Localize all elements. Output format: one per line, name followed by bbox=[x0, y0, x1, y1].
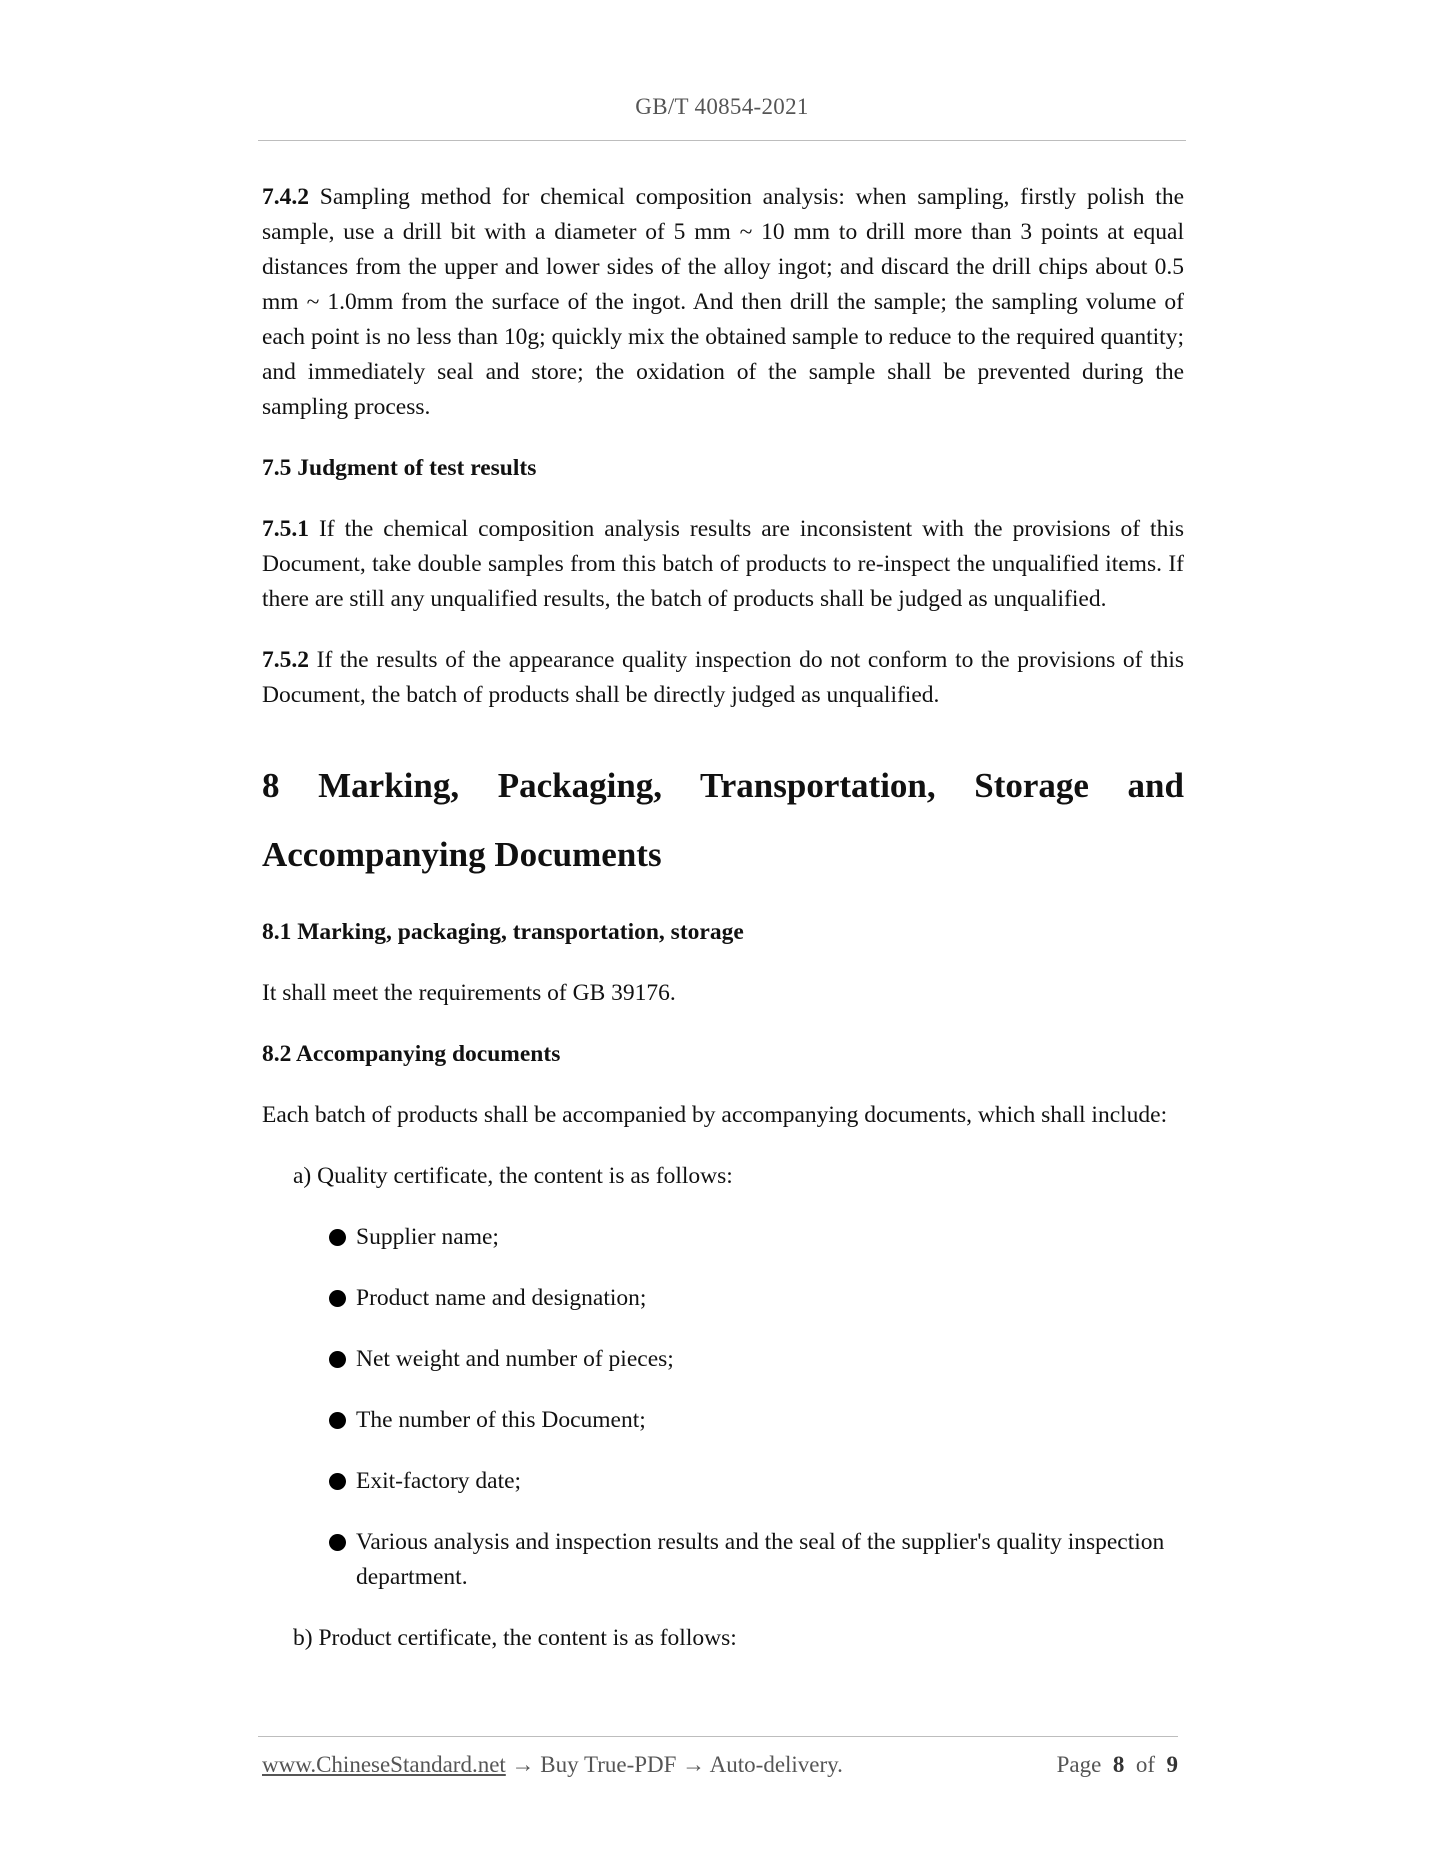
list-item: Various analysis and inspection results and the seal of the supplier's quality inspection department. bbox=[356, 1525, 1184, 1595]
website-link[interactable]: www.ChineseStandard.net bbox=[262, 1752, 506, 1777]
heading-section-8-line1: 8 Marking, Packaging, Transportation, Storage and bbox=[262, 766, 1184, 805]
footer-tagline: → Buy True-PDF → Auto-delivery. bbox=[505, 1752, 843, 1777]
bullet-icon bbox=[329, 1534, 346, 1551]
clause-number: 7.5.2 bbox=[262, 647, 309, 673]
bullet-icon bbox=[329, 1473, 346, 1490]
list-item: The number of this Document; bbox=[356, 1403, 1184, 1438]
bullet-icon bbox=[329, 1229, 346, 1246]
document-header-code: GB/T 40854-2021 bbox=[635, 94, 809, 119]
clause-text: If the results of the appearance quality inspection do not conform to the provisions of this Document, the batch of products shall be directly judged as unqualified. bbox=[262, 647, 1184, 708]
heading-section-8 bbox=[262, 751, 1184, 889]
footer-divider bbox=[258, 1736, 1178, 1737]
bullet-icon bbox=[329, 1351, 346, 1368]
clause-number: 7.4.2 bbox=[262, 184, 309, 210]
list-item: Product name and designation; bbox=[356, 1281, 1184, 1316]
list-item: Supplier name; bbox=[356, 1220, 1184, 1255]
list-item-a: a) Quality certificate, the content is as follows: bbox=[293, 1163, 733, 1189]
footer-left bbox=[262, 1752, 843, 1778]
clause-7-5-2 bbox=[262, 643, 1184, 713]
clause-7-5-1 bbox=[262, 512, 1184, 617]
heading-8-2: 8.2 Accompanying documents bbox=[262, 1041, 561, 1067]
list-item-b: b) Product certificate, the content is as follows: bbox=[293, 1625, 737, 1651]
heading-section-8-line2: Accompanying Documents bbox=[262, 835, 662, 874]
list-item: Exit-factory date; bbox=[356, 1464, 1184, 1499]
bullet-icon bbox=[329, 1412, 346, 1429]
clause-number: 7.5.1 bbox=[262, 516, 309, 542]
paragraph-8-2: Each batch of products shall be accompanied by accompanying documents, which shall include: bbox=[262, 1102, 1168, 1128]
clause-7-4-2 bbox=[262, 180, 1184, 425]
bullet-list bbox=[262, 1220, 1184, 1595]
bullet-icon bbox=[329, 1290, 346, 1307]
heading-7-5: 7.5 Judgment of test results bbox=[262, 455, 537, 481]
header-divider bbox=[258, 140, 1186, 141]
clause-text: Sampling method for chemical composition analysis: when sampling, firstly polish the sample, use a drill bit with a diameter of 5 mm ~ 10 mm to drill more than 3 points at equal distances from the upper and lower sides of the alloy ingot; and discard the drill chips about 0.5 mm ~ 1.0mm from the surface of the ingot. And then drill the sample; the sampling volume of each point is no less than 10g; quickly mix the obtained sample to reduce to the required quantity; and immediately seal and store; the oxidation of the sample shall be prevented during the sampling process. bbox=[262, 184, 1184, 420]
clause-text: If the chemical composition analysis results are inconsistent with the provisions of this Document, take double samples from this batch of products to re-inspect the unqualified items. If there are still any unqualified results, the batch of products shall be judged as unqualified. bbox=[262, 516, 1184, 612]
heading-8-1: 8.1 Marking, packaging, transportation, storage bbox=[262, 919, 744, 945]
page-number: Page 8 of 9 bbox=[1056, 1752, 1178, 1777]
paragraph-8-1: It shall meet the requirements of GB 39176. bbox=[262, 980, 676, 1006]
page-body bbox=[262, 180, 1184, 1682]
list-item: Net weight and number of pieces; bbox=[356, 1342, 1184, 1377]
